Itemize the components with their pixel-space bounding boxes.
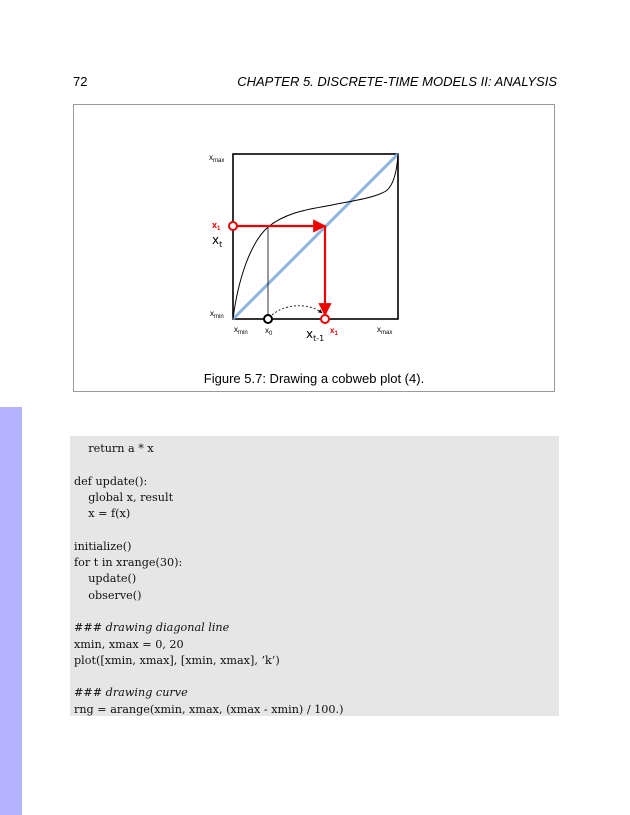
diagonal-line — [233, 154, 398, 319]
code-line — [74, 604, 559, 620]
x1-y-marker — [229, 222, 237, 230]
code-line — [74, 522, 559, 538]
transfer-arrow — [272, 306, 322, 315]
code-text — [70, 436, 559, 718]
code-comment-line: ### drawing curve — [74, 686, 188, 700]
x0-label: $x_0$ — [265, 326, 273, 337]
code-line: x = f(x) — [74, 507, 131, 521]
code-comment-line: ### drawing diagonal line — [74, 621, 230, 635]
code-line: rng = arange(xmin, xmax, (xmax - xmin) / 100.) — [74, 702, 344, 716]
code-line: observe() — [74, 588, 142, 602]
x-max-label: $x_{max}$ — [377, 325, 393, 336]
x1-label: $x_1$ — [330, 326, 338, 337]
x0-marker — [264, 315, 272, 323]
code-line: update() — [74, 572, 137, 586]
x1-x-marker — [321, 315, 329, 323]
y-min-label: $x_{min}$ — [210, 309, 224, 320]
figure-box — [73, 104, 555, 392]
code-line: initialize() — [74, 539, 132, 553]
code-listing — [70, 436, 559, 716]
cobweb-figure — [74, 105, 554, 365]
figure-caption: Figure 5.7: Drawing a cobweb plot (4). — [203, 371, 425, 386]
y-axis-label: $x_t$ — [212, 233, 223, 249]
code-line: plot([xmin, xmax], [xmin, xmax], ’k’) — [74, 653, 280, 667]
x-min-label: $x_{min}$ — [234, 325, 248, 336]
running-head: CHAPTER 5. DISCRETE-TIME MODELS II: ANALYSIS — [237, 74, 557, 89]
code-line — [74, 669, 559, 685]
page-number: 72 — [73, 74, 88, 89]
code-line: xmin, xmax = 0, 20 — [74, 637, 184, 651]
code-line — [74, 457, 559, 473]
side-tab — [0, 407, 22, 815]
y-max-label: $x_{max}$ — [209, 153, 225, 164]
code-line: for t in xrange(30): — [74, 556, 183, 570]
y-x1-label: $x_1$ — [212, 220, 221, 232]
code-line: def update(): — [74, 474, 148, 488]
code-line: return a * x — [74, 442, 154, 455]
code-line: global x, result — [74, 490, 174, 504]
x-axis-label: $x_{t-1}$ — [306, 327, 325, 343]
